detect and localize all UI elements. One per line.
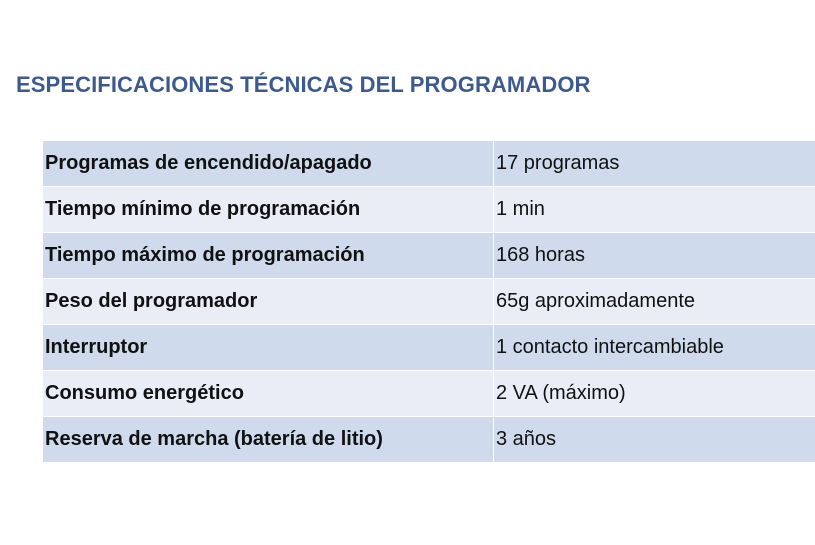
spec-label: Consumo energético: [43, 371, 494, 417]
spec-value: 168 horas: [494, 233, 815, 279]
table-row: [43, 233, 815, 279]
spec-label: Tiempo mínimo de programación: [43, 187, 494, 233]
table-row: [43, 279, 815, 325]
spec-label: Programas de encendido/apagado: [43, 141, 494, 187]
spec-value: 1 contacto intercambiable: [494, 325, 815, 371]
table-row: [43, 141, 815, 187]
spec-value: 1 min: [494, 187, 815, 233]
spec-value: 65g aproximadamente: [494, 279, 815, 325]
table-row: [43, 371, 815, 417]
spec-label: Tiempo máximo de programación: [43, 233, 494, 279]
spec-label: Peso del programador: [43, 279, 494, 325]
page-title: ESPECIFICACIONES TÉCNICAS DEL PROGRAMADOR: [16, 72, 591, 97]
spec-value: 3 años: [494, 417, 815, 463]
table-row: [43, 187, 815, 233]
spec-label: Reserva de marcha (batería de litio): [43, 417, 494, 463]
specifications-table: [43, 141, 815, 463]
table-row: [43, 325, 815, 371]
spec-value: 2 VA (máximo): [494, 371, 815, 417]
table-row: [43, 417, 815, 463]
spec-label: Interruptor: [43, 325, 494, 371]
spec-value: 17 programas: [494, 141, 815, 187]
